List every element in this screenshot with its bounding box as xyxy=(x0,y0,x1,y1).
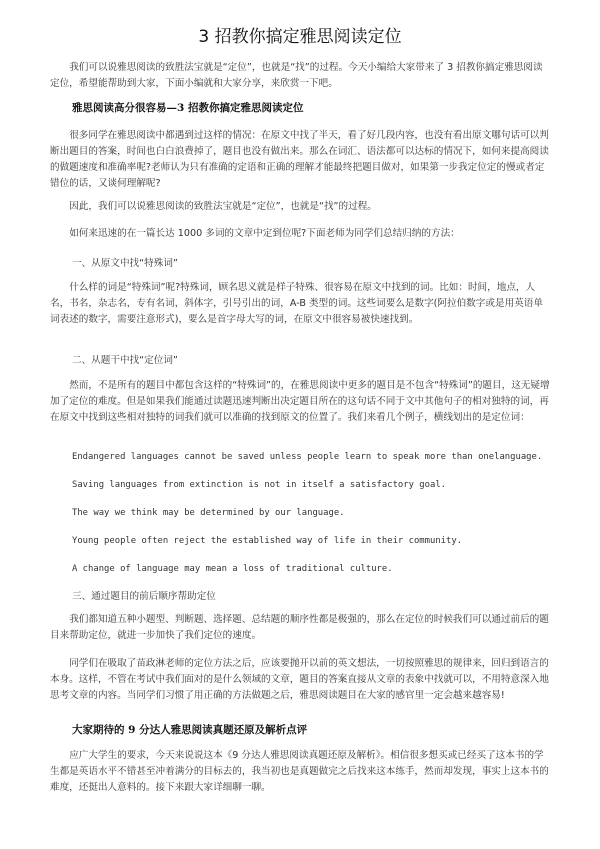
example-sentence: Endangered languages cannot be saved unless people learn to speak more than onelanguage. xyxy=(72,452,543,462)
example-sentence: Young people often reject the established way of life in their community. xyxy=(72,536,463,546)
paragraph-3: 如何来迅速的在一篇长达 1000 多词的文章中定到位呢?下面老师为同学们总结归纳的方法： xyxy=(69,228,460,239)
paragraph-2: 因此，我们可以说雅思阅读的致胜法宝就是“定位”，也就是“找”的过程。 xyxy=(69,201,377,212)
paragraph-1: 很多同学在雅思阅读中都遇到过这样的情况：在原文中找了半天，看了好几段内容，也没有看出原文哪句话可以判断出题目的答案，时间也白白浪费掉了，题目也没有做出来。那么在词汇、语法都可以达标的情况下，如何来提高阅读的做题速度和准确率呢?老师认为只有准确的定语和正确的理解才能最终把题目做对，如果第一步我定位定的慢或者定错位的话，又谈何理解呢? xyxy=(50,130,549,189)
example-sentence: A change of language may mean a loss of traditional culture. xyxy=(72,564,393,574)
paragraph-8: 应广大学生的要求，今天来说说这本《9 分达人雅思阅读真题还原及解析》。相信很多想买或已经买了这本书的学生都是英语水平不错甚至冲着满分的目标去的，我当初也是真题做完之后找来这本练手，然而却发现，事实上这本书的难度，还挺出人意料的。接下来跟大家详细聊一聊。 xyxy=(50,750,549,793)
paragraph-6: 我们都知道五种小题型、判断题、选择题、总结题的顺序性都是极强的，那么在定位的时候我们可以通过前后的题目来帮助定位，就进一步加快了我们定位的速度。 xyxy=(50,614,549,641)
intro-paragraph: 我们可以说雅思阅读的致胜法宝就是“定位”，也就是“找”的过程。今天小编给大家带来了 3 招教你搞定雅思阅读定位，希望能帮助到大家，下面小编就和大家分享，来欣赏一下吧。 xyxy=(50,62,543,89)
example-sentence: The way we think may be determined by our language. xyxy=(72,508,345,518)
section-heading: 大家期待的 9 分达人雅思阅读真题还原及解析点评 xyxy=(72,724,308,736)
section-heading: 雅思阅读高分很容易—3 招教你搞定雅思阅读定位 xyxy=(72,102,304,114)
example-sentence: Saving languages from extinction is not in itself a satisfactory goal. xyxy=(72,480,447,490)
page-title: 3 招教你搞定雅思阅读定位 xyxy=(198,27,402,47)
subheading-1: 一、从原文中找“特殊词” xyxy=(72,258,178,269)
paragraph-7: 同学们在吸取了苗政淋老师的定位方法之后，应该要抛开以前的英文想法，一切按照雅思的规律来，回归到语言的本身。这样，不管在考试中我们面对的是什么领域的文章，题目的答案直接从文章的表象中找就可以，不用特意深入地思考文章的内容。当同学们习惯了用正确的方法做题之后，雅思阅读题目在大家的感官里一定会越来越容易! xyxy=(50,658,549,701)
paragraph-5: 然而，不是所有的题目中都包含这样的“特殊词”的，在雅思阅读中更多的题目是不包含“特殊词”的题目，这无疑增加了定位的难度。但是如果我们能通过读题迅速判断出决定题目所在的这句话不同于文中其他句子的相对独特的词，再在原文中找到这些相对独特的词我们就可以准确的找到原文的位置了。我们来看几个例子，横线划出的是定位词： xyxy=(50,380,550,423)
subheading-2: 二、从题干中找“定位词” xyxy=(72,355,178,366)
subheading-3: 三、通过题目的前后顺序帮助定位 xyxy=(72,591,216,602)
paragraph-4: 什么样的词是“特殊词”呢?特殊词，顾名思义就是样子特殊、很容易在原文中找到的词。比如：时间，地点，人名，书名，杂志名，专有名词，斜体字，引号引出的词，A-B 类型的词。这些词要么是数字(阿拉伯数字或是用英语单词表述的数字，需要注意形式)，要么是首字母大写的词，在原文中很容易被快速找到。 xyxy=(50,282,543,325)
